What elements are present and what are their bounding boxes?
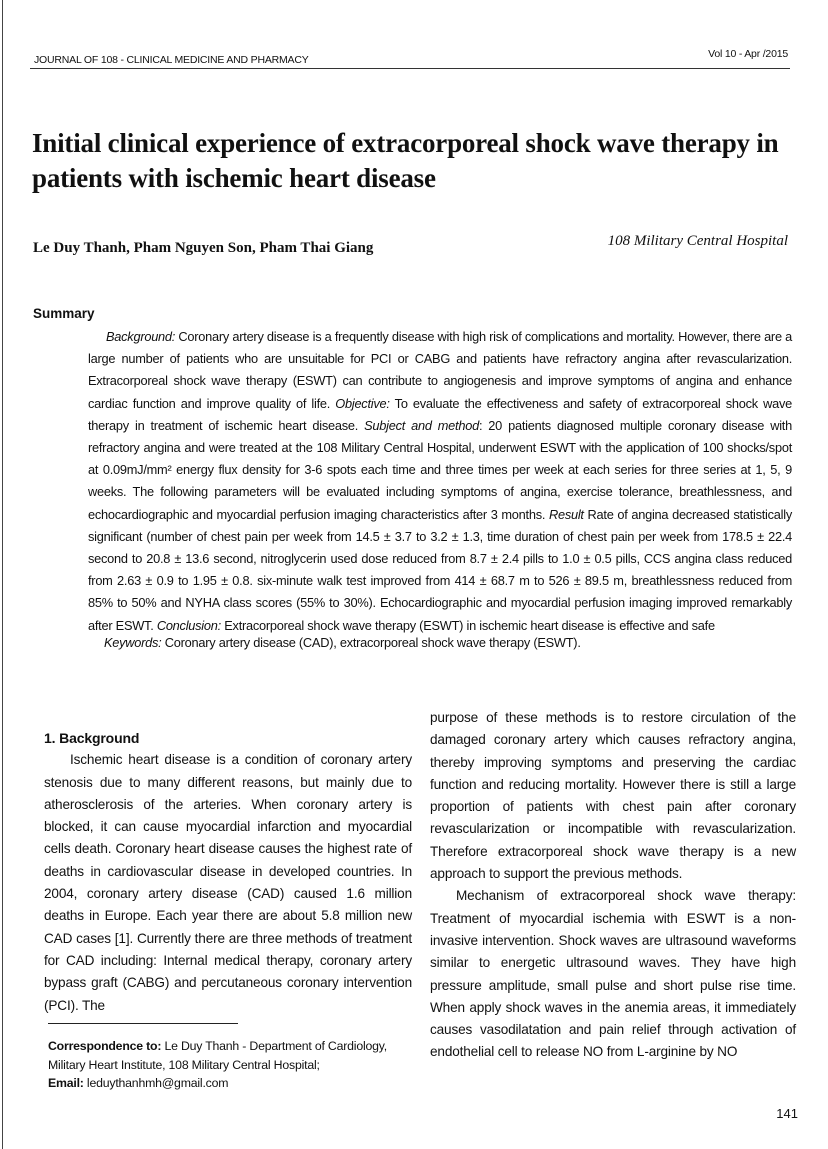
footnote-rule xyxy=(48,1023,238,1024)
keywords xyxy=(104,635,581,650)
correspondence-label: Correspondence to: xyxy=(48,1039,162,1053)
correspondence-footnote xyxy=(48,1037,418,1093)
label-result: Result xyxy=(548,506,584,522)
body-paragraph: purpose of these methods is to restore circulation of the damaged coronary artery which causes refractory angina, thereby improving symptoms and preserving the cardiac function and reducing mortality. However there is still a large proportion of patients with chest pain after coronary revascularization or incompatible with revascularization. Therefore extracorporeal shock wave therapy is a new approach to support the previous methods. xyxy=(430,710,796,882)
abstract-text: : 20 patients diagnosed multiple coronary disease with refractory angina and were treated at the 108 Military Central Hospital, underwent ESWT with the application of 100 shocks/spot at 0.09mJ/mm² energy flux density for 3-6 spots each time and three times per week at each series for three series at 1, 5, 9 weeks. The following parameters will be evaluated including symptoms of angina, exercise tolerance, breathlessness, and echocardiographic and myocardial perfusion imaging characteristics after 3 months. xyxy=(88,417,792,522)
keywords-label: Keywords: xyxy=(104,635,162,650)
label-conclusion: Conclusion: xyxy=(156,617,221,633)
authors: Le Duy Thanh, Pham Nguyen Son, Pham Thai Giang xyxy=(33,240,374,256)
header-rule xyxy=(30,68,790,69)
body-column-left xyxy=(44,727,412,1017)
article-title: Initial clinical experience of extracorporeal shock wave therapy in patients with ischemic heart disease xyxy=(32,128,779,193)
email-address: leduythanhmh@gmail.com xyxy=(83,1076,229,1090)
running-header-volume: Vol 10 - Apr /2015 xyxy=(708,48,788,60)
section-heading: 1. Background xyxy=(44,730,140,746)
email-label: Email: xyxy=(48,1076,84,1090)
label-objective: Objective: xyxy=(335,395,390,411)
label-subject-method: Subject and method xyxy=(364,417,479,433)
abstract-text: Coronary artery disease is a frequently disease with high risk of complications and mortality. However, there are a large number of patients who are unsuitable for PCI or CABG and patients have refractory angina after revascularization. Extracorporeal shock wave therapy (ESWT) can contribute to angiogenesis and improve symptoms of angina and enhance cardiac function and improve quality of life. xyxy=(88,329,792,411)
summary-abstract xyxy=(88,326,792,637)
abstract-text: Rate of angina decreased statistically significant (number of chest pain per week from 14.5 ± 3.7 to 3.2 ± 1.3, time duration of chest pain per week from 178.5 ± 22.4 second to 20.8 ± 13.6 second, nitroglycerin used dose reduced from 8.7 ± 2.4 pills to 1.0 ± 0.5 pills, CCS angina class reduced from 2.63 ± 0.9 to 1.95 ± 0.8. six-minute walk test improved from 414 ± 68.7 m to 526 ± 89.5 m, breathlessness reduced from 85% to 50% and NYHA class scores (55% to 30%). Echocardiographic and myocardial perfusion imaging improved remarkably after ESWT. xyxy=(88,506,792,633)
summary-heading: Summary xyxy=(33,306,95,321)
abstract-text: Extracorporeal shock wave therapy (ESWT) in ischemic heart disease is effective and safe xyxy=(220,617,715,633)
body-paragraph: Ischemic heart disease is a condition of coronary artery stenosis due to many different reasons, but mainly due to atherosclerosis of the arteries. When coronary artery is blocked, it can cause myocardial infarction and myocardial cells death. Coronary heart disease causes the highest rate of deaths in cardiovascular disease in developed countries. In 2004, coronary artery disease (CAD) caused 1.6 million deaths in Europe. Each year there are about 5.8 million new CAD cases [1]. Currently there are three methods of treatment for CAD including: Internal medical therapy, coronary artery bypass graft (CABG) and percutaneous coronary intervention (PCI). The xyxy=(44,752,412,1013)
body-column-right xyxy=(430,707,796,1064)
label-background: Background: xyxy=(106,329,176,344)
correspondence-text: Le Duy Thanh - Department of Cardiology, Military Heart Institute, 108 Military Central Hospital; xyxy=(48,1039,388,1072)
affiliation: 108 Military Central Hospital xyxy=(607,233,788,249)
body-paragraph: Mechanism of extracorporeal shock wave therapy: Treatment of myocardial ischemia with ESWT is a non-invasive intervention. Shock waves are ultrasound waveforms similar to energetic ultrasound waves. They have high pressure amplitude, small pulse and short pulse rise time. When apply shock waves in the anemia areas, it immediately causes vasodilatation and pain relief through activation of endothelial cell to release NO from L-arginine by NO xyxy=(430,888,796,1060)
running-header-journal: JOURNAL OF 108 - CLINICAL MEDICINE AND PHARMACY xyxy=(34,54,309,66)
abstract-text: To evaluate the effectiveness and safety of extracorporeal shock wave therapy in treatment of ischemic heart disease. xyxy=(88,395,793,433)
keywords-text: Coronary artery disease (CAD), extracorporeal shock wave therapy (ESWT). xyxy=(161,635,581,650)
page-number: 141 xyxy=(776,1106,798,1121)
scan-edge-line xyxy=(2,0,3,1149)
